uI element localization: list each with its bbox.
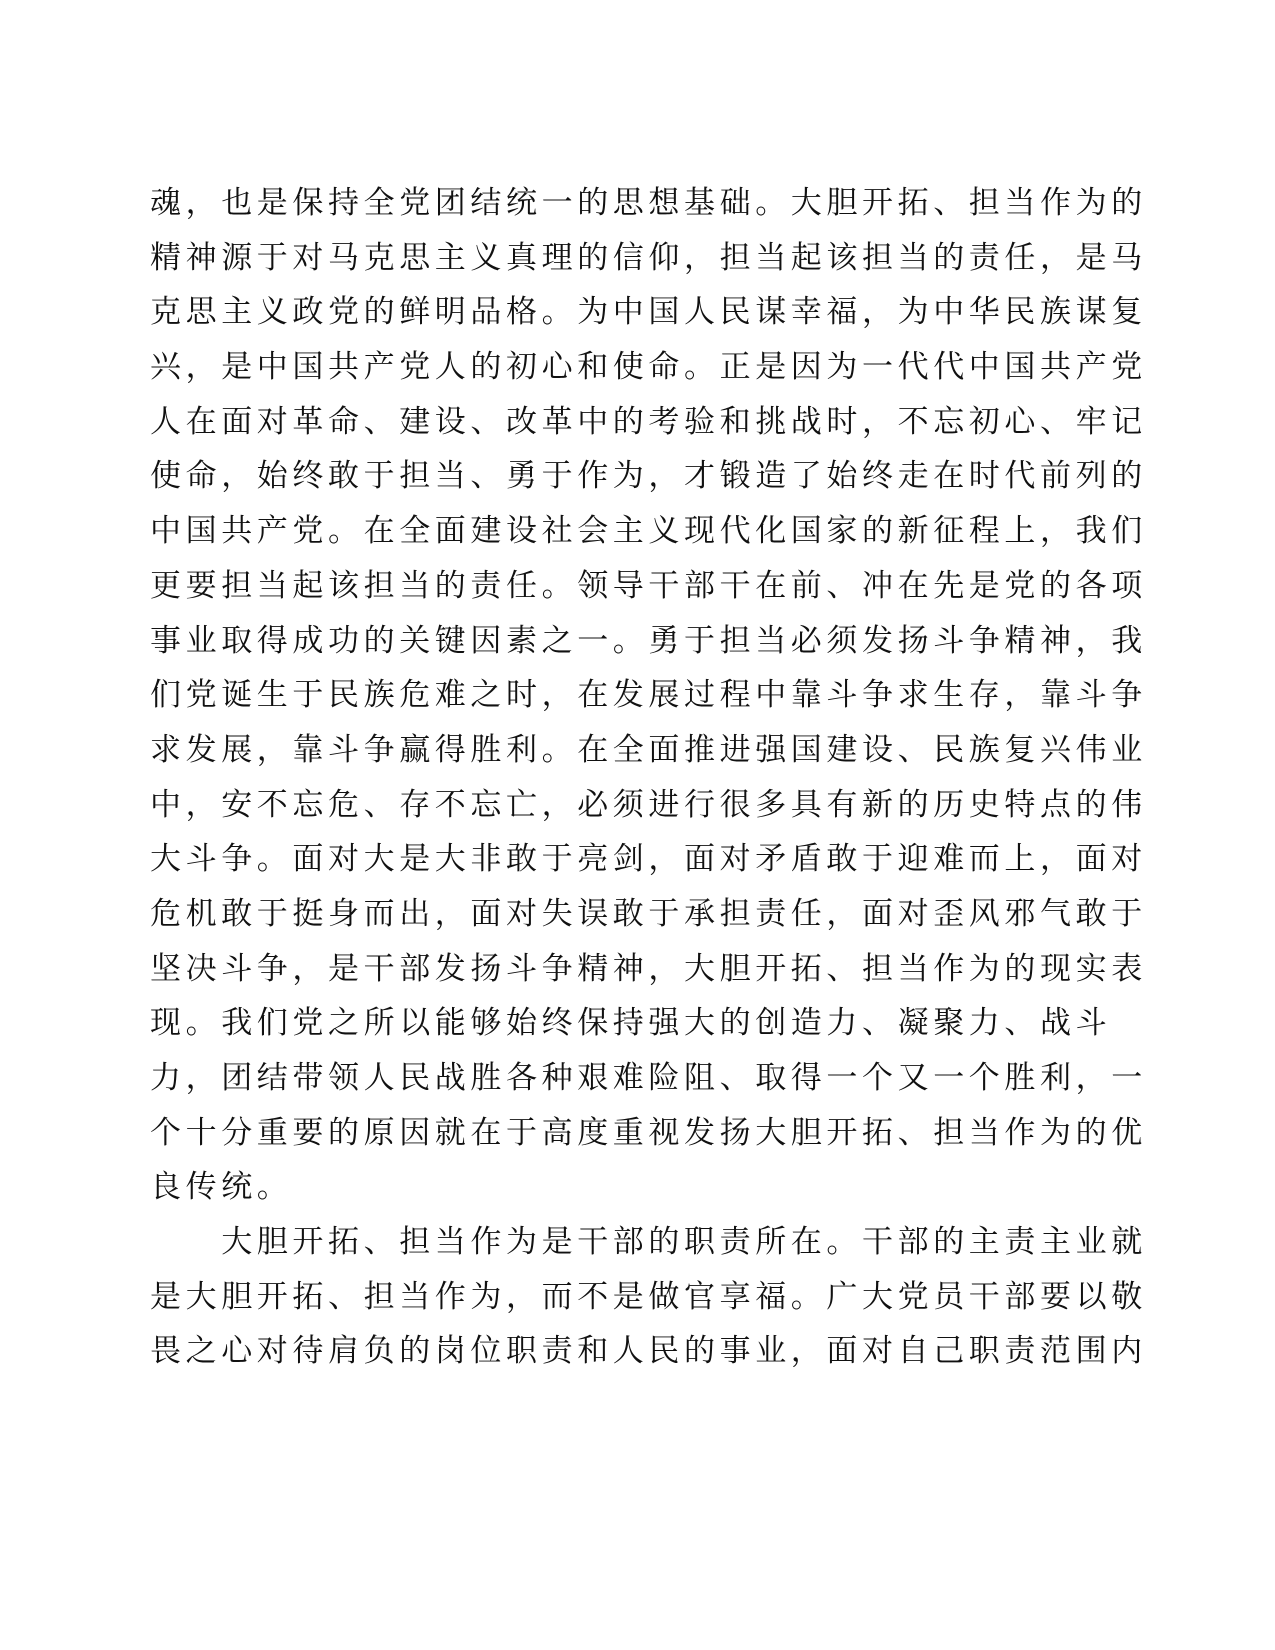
text-line: 魂，也是保持全党团结统一的思想基础。大胆开拓、担当作为的 bbox=[150, 185, 1147, 221]
text-line: 中，安不忘危、存不忘亡，必须进行很多具有新的历史特点的伟 bbox=[150, 786, 1147, 823]
text-line: 更要担当起该担当的责任。领导干部干在前、冲在先是党的各项 bbox=[150, 567, 1147, 604]
text-line: 兴，是中国共产党人的初心和使命。正是因为一代代中国共产党 bbox=[150, 349, 1147, 386]
text-line: 大斗争。面对大是大非敢于亮剑，面对矛盾敢于迎难而上，面对 bbox=[150, 841, 1147, 878]
text-line: 求发展，靠斗争赢得胜利。在全面推进强国建设、民族复兴伟业 bbox=[150, 731, 1147, 768]
text-line: 中国共产党。在全面建设社会主义现代化国家的新征程上，我们 bbox=[150, 513, 1147, 550]
text-line: 现。我们党之所以能够始终保持强大的创造力、凝聚力、战斗 bbox=[150, 1005, 1112, 1042]
text-line: 个十分重要的原因就在于高度重视发扬大胆开拓、担当作为的优 bbox=[150, 1114, 1147, 1151]
body-text bbox=[150, 176, 1147, 1379]
text-line: 危机敢于挺身而出，面对失误敢于承担责任，面对歪风邪气敢于 bbox=[150, 895, 1147, 932]
text-line: 精神源于对马克思主义真理的信仰，担当起该担当的责任，是马 bbox=[150, 239, 1147, 276]
text-line: 良传统。 bbox=[150, 1169, 293, 1206]
text-line: 力，团结带领人民战胜各种艰难险阻、取得一个又一个胜利，一 bbox=[150, 1060, 1147, 1096]
text-line: 是大胆开拓、担当作为，而不是做官享福。广大党员干部要以敬 bbox=[150, 1278, 1147, 1315]
text-line: 人在面对革命、建设、改革中的考验和挑战时，不忘初心、牢记 bbox=[150, 403, 1147, 440]
text-line: 坚决斗争，是干部发扬斗争精神，大胆开拓、担当作为的现实表 bbox=[150, 950, 1147, 987]
text-line: 使命，始终敢于担当、勇于作为，才锻造了始终走在时代前列的 bbox=[150, 458, 1147, 495]
paragraph-start-line: 大胆开拓、担当作为是干部的职责所在。干部的主责主业就 bbox=[150, 1224, 1147, 1261]
text-line: 克思主义政党的鲜明品格。为中国人民谋幸福，为中华民族谋复 bbox=[150, 294, 1147, 331]
text-line: 事业取得成功的关键因素之一。勇于担当必须发扬斗争精神，我 bbox=[150, 622, 1147, 659]
text-line: 畏之心对待肩负的岗位职责和人民的事业，面对自己职责范围内 bbox=[150, 1333, 1147, 1370]
text-line: 们党诞生于民族危难之时，在发展过程中靠斗争求生存，靠斗争 bbox=[150, 677, 1147, 714]
